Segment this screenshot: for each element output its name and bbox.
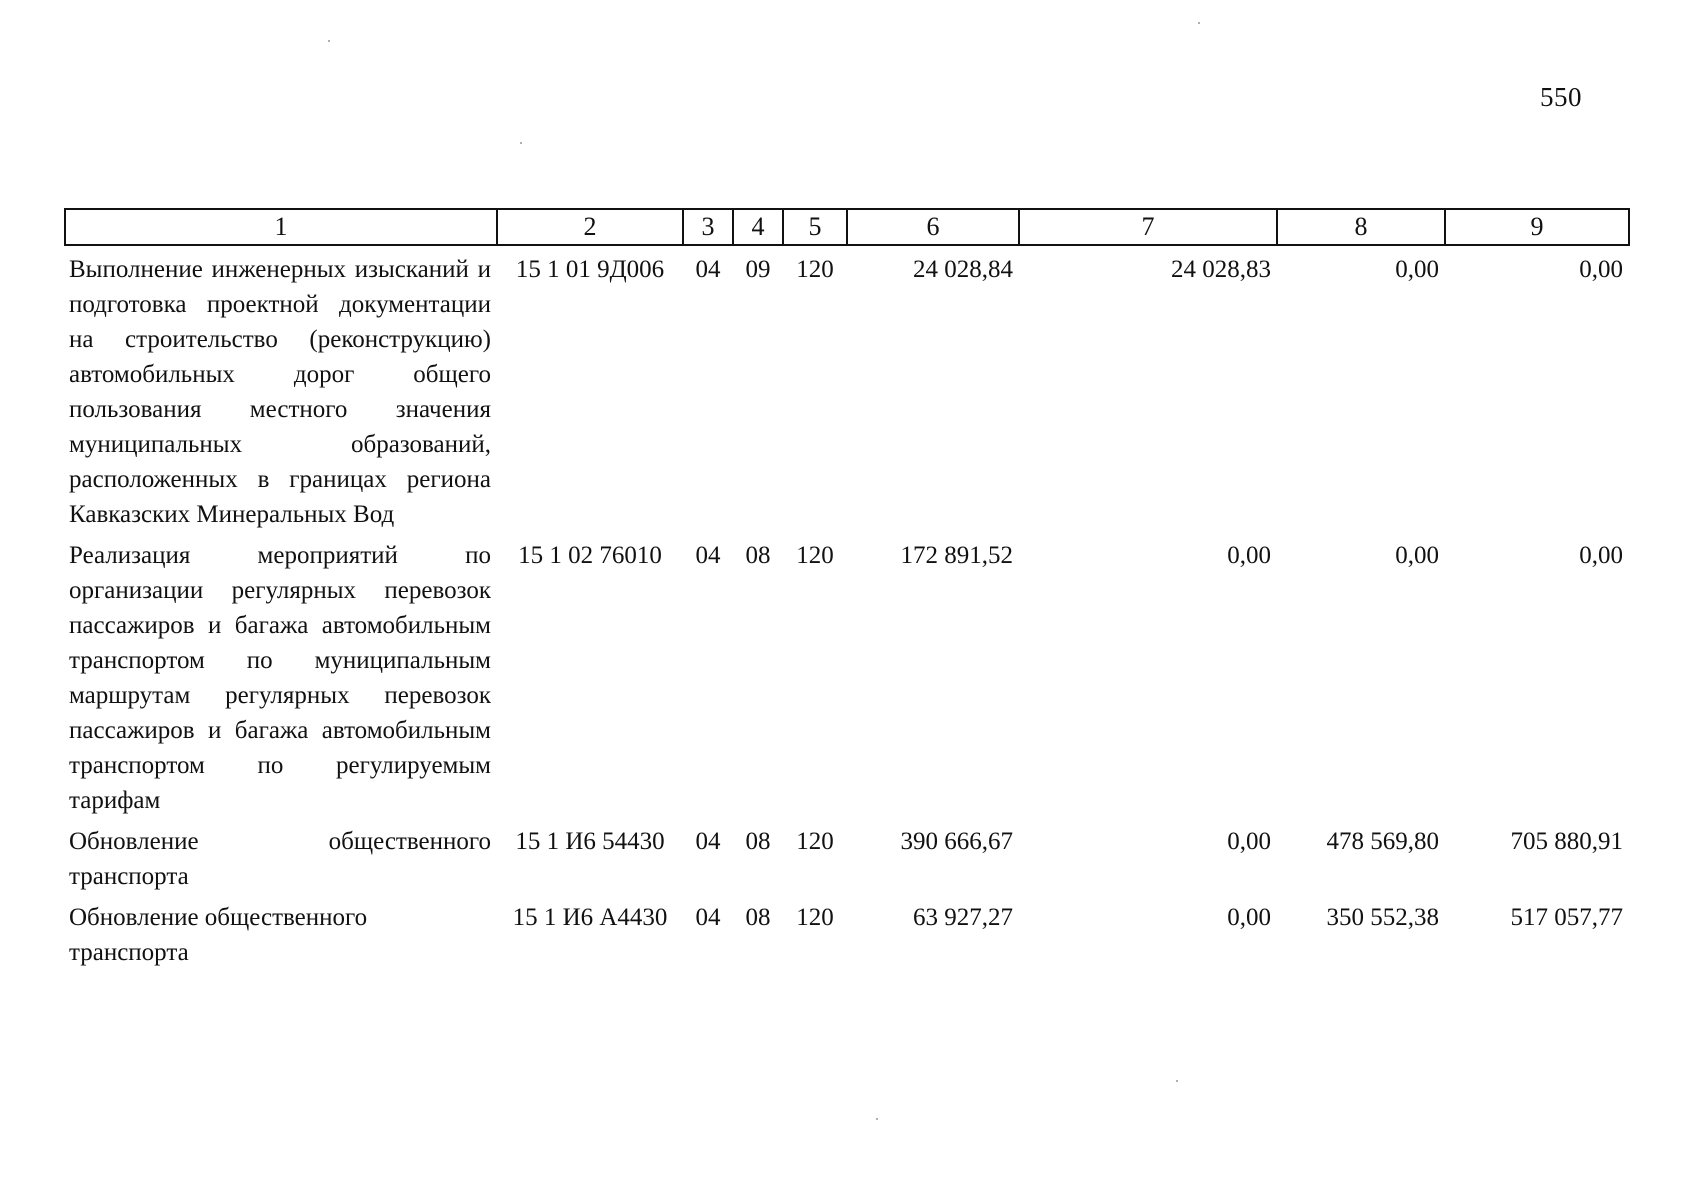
row-col-9: 0,00 bbox=[1579, 542, 1623, 569]
row-name: Обновление общественного транспорта bbox=[69, 828, 491, 890]
row-col-4: 08 bbox=[745, 828, 771, 855]
table-row bbox=[65, 894, 1629, 970]
row-col-3: 04 bbox=[695, 828, 721, 855]
scan-speck bbox=[328, 40, 330, 42]
row-name: Реализация мероприятий по организации регулярных перевозок пассажиров и багажа автомобильным транспортом по муниципальным маршрутам регулярных перевозок пассажиров и багажа автомобильным транспортом по регулируемым тарифам bbox=[69, 542, 491, 814]
row-col-9: 0,00 bbox=[1579, 256, 1623, 283]
header-col-8: 8 bbox=[1277, 209, 1445, 245]
row-col-7: 24 028,83 bbox=[1171, 256, 1271, 283]
row-col-7: 0,00 bbox=[1227, 828, 1271, 855]
row-code: 15 1 02 76010 bbox=[518, 542, 662, 569]
row-col-3: 04 bbox=[695, 542, 721, 569]
row-name: Обновление общественного транспорта bbox=[69, 904, 368, 966]
row-col-5: 120 bbox=[796, 904, 834, 931]
scan-speck bbox=[1176, 1080, 1178, 1082]
scan-speck bbox=[876, 1118, 878, 1120]
row-code: 15 1 И6 54430 bbox=[515, 828, 665, 855]
header-col-7: 7 bbox=[1019, 209, 1277, 245]
row-col-6: 63 927,27 bbox=[913, 904, 1013, 931]
page-number: 550 bbox=[1540, 82, 1582, 112]
row-col-8: 0,00 bbox=[1395, 542, 1439, 569]
header-row bbox=[65, 209, 1629, 245]
header-col-9: 9 bbox=[1445, 209, 1629, 245]
table-row bbox=[65, 245, 1629, 532]
budget-table bbox=[64, 208, 1630, 970]
row-col-3: 04 bbox=[695, 904, 721, 931]
row-col-4: 08 bbox=[745, 904, 771, 931]
header-col-4: 4 bbox=[733, 209, 783, 245]
row-col-6: 390 666,67 bbox=[900, 828, 1013, 855]
row-col-8: 350 552,38 bbox=[1326, 904, 1439, 931]
row-col-7: 0,00 bbox=[1227, 542, 1271, 569]
scan-speck bbox=[520, 142, 522, 144]
row-col-5: 120 bbox=[796, 542, 834, 569]
row-col-8: 0,00 bbox=[1395, 256, 1439, 283]
table-row bbox=[65, 532, 1629, 818]
row-col-4: 09 bbox=[745, 256, 771, 283]
header-col-1: 1 bbox=[65, 209, 497, 245]
row-col-6: 172 891,52 bbox=[900, 542, 1013, 569]
row-col-6: 24 028,84 bbox=[913, 256, 1013, 283]
row-col-9: 705 880,91 bbox=[1510, 828, 1623, 855]
header-col-3: 3 bbox=[683, 209, 733, 245]
row-code: 15 1 01 9Д006 bbox=[515, 256, 665, 283]
row-col-5: 120 bbox=[796, 256, 834, 283]
row-col-7: 0,00 bbox=[1227, 904, 1271, 931]
row-col-5: 120 bbox=[796, 828, 834, 855]
header-col-5: 5 bbox=[783, 209, 847, 245]
row-col-8: 478 569,80 bbox=[1326, 828, 1439, 855]
row-col-4: 08 bbox=[745, 542, 771, 569]
row-name: Выполнение инженерных изысканий и подготовка проектной документации на строительство (реконструкцию) автомобильных дорог общего пользования местного значения муниципальных образований, расположенных в границах региона Кавказских Минеральных Вод bbox=[69, 256, 491, 528]
row-col-3: 04 bbox=[695, 256, 721, 283]
header-col-6: 6 bbox=[847, 209, 1019, 245]
scan-speck bbox=[1198, 22, 1200, 24]
row-code: 15 1 И6 А4430 bbox=[512, 904, 668, 931]
header-col-2: 2 bbox=[497, 209, 683, 245]
table-row bbox=[65, 818, 1629, 894]
row-col-9: 517 057,77 bbox=[1510, 904, 1623, 931]
